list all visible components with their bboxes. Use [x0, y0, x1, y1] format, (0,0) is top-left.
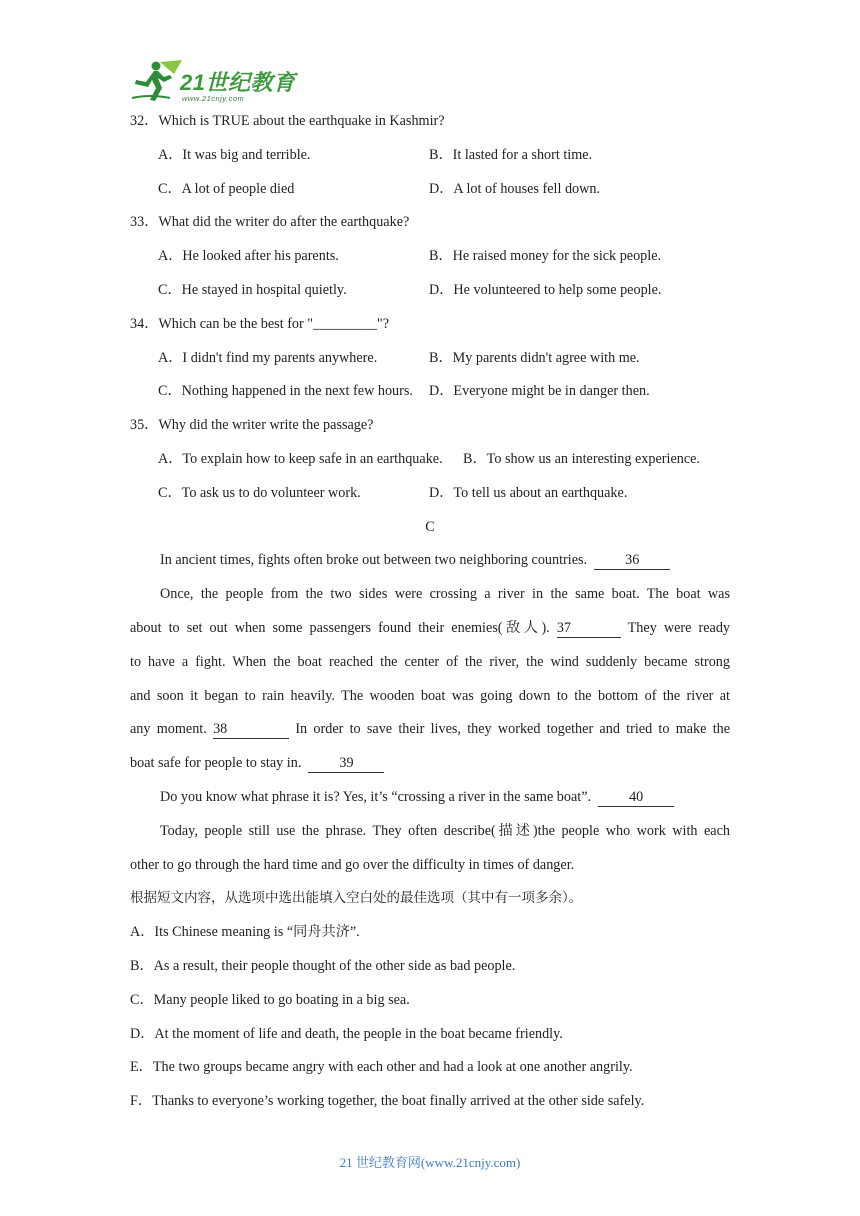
passage-line-2: Once, the people from the two sides were crossing a river in the same boat. The boat was [160, 586, 730, 603]
option-33-a: A．He looked after his parents. [158, 248, 339, 265]
question-34-options-row-2 [130, 380, 730, 414]
choice-e: E．The two groups became angry with each other and had a look at one another angrily. [130, 1059, 633, 1076]
question-32-options-row-2 [130, 178, 730, 212]
section-c-title: C [425, 518, 435, 535]
option-35-a: A．To explain how to keep safe in an earthquake. [158, 450, 443, 467]
document-body [130, 110, 730, 1124]
question-32-options-row-1 [130, 144, 730, 178]
passage-line-8 [130, 786, 730, 820]
question-34: 34．Which can be the best for "_________"? [130, 315, 390, 332]
option-34-b: B．My parents didn't agree with me. [429, 349, 640, 366]
option-34-d: D．Everyone might be in danger then. [429, 383, 650, 400]
option-35-b: B．To show us an interesting experience. [463, 450, 700, 467]
instruction-text: 根据短文内容，从选项中选出能填入空白处的最佳选项（其中有一项多余）。 [130, 890, 583, 907]
passage-text: boat safe for people to stay in. [130, 755, 302, 772]
passage-text: They were ready [627, 619, 731, 636]
passage-line-4: to have a fight. When the boat reached the center of the river, the wind suddenly became strong [130, 653, 730, 670]
option-35-c: C．To ask us to do volunteer work. [158, 484, 361, 501]
passage-line-1 [130, 549, 730, 583]
question-33-options-row-2 [130, 279, 730, 313]
option-32-b: B．It lasted for a short time. [429, 146, 593, 163]
passage-line-10: other to go through the hard time and go over the difficulty in times of danger. [130, 856, 575, 873]
option-32-c: C．A lot of people died [158, 180, 295, 197]
option-34-a: A．I didn't find my parents anywhere. [158, 349, 378, 366]
passage-text: any moment. [130, 721, 207, 738]
option-33-d: D．He volunteered to help some people. [429, 281, 662, 298]
option-32-d: D．A lot of houses fell down. [429, 180, 601, 197]
logo-wordmark: 21世纪教育 [180, 70, 296, 95]
question-32: 32．Which is TRUE about the earthquake in Kashmir? [130, 113, 445, 129]
blank-37: 37 [557, 619, 621, 638]
choice-f: F．Thanks to everyone’s working together, the boat finally arrived at the other side safely. [130, 1093, 645, 1110]
question-35-options-row-1 [130, 448, 730, 482]
passage-text: In ancient times, fights often broke out between two neighboring countries. [160, 552, 588, 569]
passage-line-6 [130, 718, 730, 752]
blank-40: 40 [598, 788, 674, 807]
passage-line-3 [130, 617, 730, 651]
question-33-options-row-1 [130, 245, 730, 279]
option-35-d: D．To tell us about an earthquake. [429, 484, 628, 501]
question-35: 35．Why did the writer write the passage? [130, 417, 374, 434]
blank-38: 38 [213, 720, 289, 739]
runner-icon [130, 58, 184, 104]
blank-36: 36 [594, 551, 670, 570]
passage-line-7 [130, 752, 730, 786]
choice-b: B．As a result, their people thought of the other side as bad people. [130, 957, 516, 974]
passage-text: Do you know what phrase it is? Yes, it’s “crossing a river in the same boat”. [160, 788, 592, 805]
question-34-options-row-1 [130, 347, 730, 381]
option-33-b: B．He raised money for the sick people. [429, 248, 662, 265]
option-32-a: A．It was big and terrible. [158, 146, 311, 163]
choice-c: C．Many people liked to go boating in a big sea. [130, 991, 410, 1008]
blank-39: 39 [308, 754, 384, 773]
passage-text: In order to save their lives, they worked together and tried to make the [295, 721, 731, 738]
option-33-c: C．He stayed in hospital quietly. [158, 281, 347, 298]
passage-line-9: Today, people still use the phrase. They often describe(描述)the people who work with each [160, 822, 730, 839]
option-34-c: C．Nothing happened in the next few hours. [158, 383, 413, 400]
page-footer: 21 世纪教育网(www.21cnjy.com) [339, 1155, 521, 1170]
choice-d: D．At the moment of life and death, the people in the boat became friendly. [130, 1025, 563, 1042]
question-35-options-row-2 [130, 482, 730, 516]
question-33: 33．What did the writer do after the earthquake? [130, 214, 410, 231]
site-logo [130, 58, 300, 104]
choice-a: A．Its Chinese meaning is “同舟共济”. [130, 924, 360, 941]
logo-url: www.21cnjy.com [182, 94, 245, 103]
passage-text: about to set out when some passengers found their enemies(敌人). [130, 619, 550, 636]
passage-line-5: and soon it began to rain heavily. The wooden boat was going down to the bottom of the river at [130, 687, 730, 704]
